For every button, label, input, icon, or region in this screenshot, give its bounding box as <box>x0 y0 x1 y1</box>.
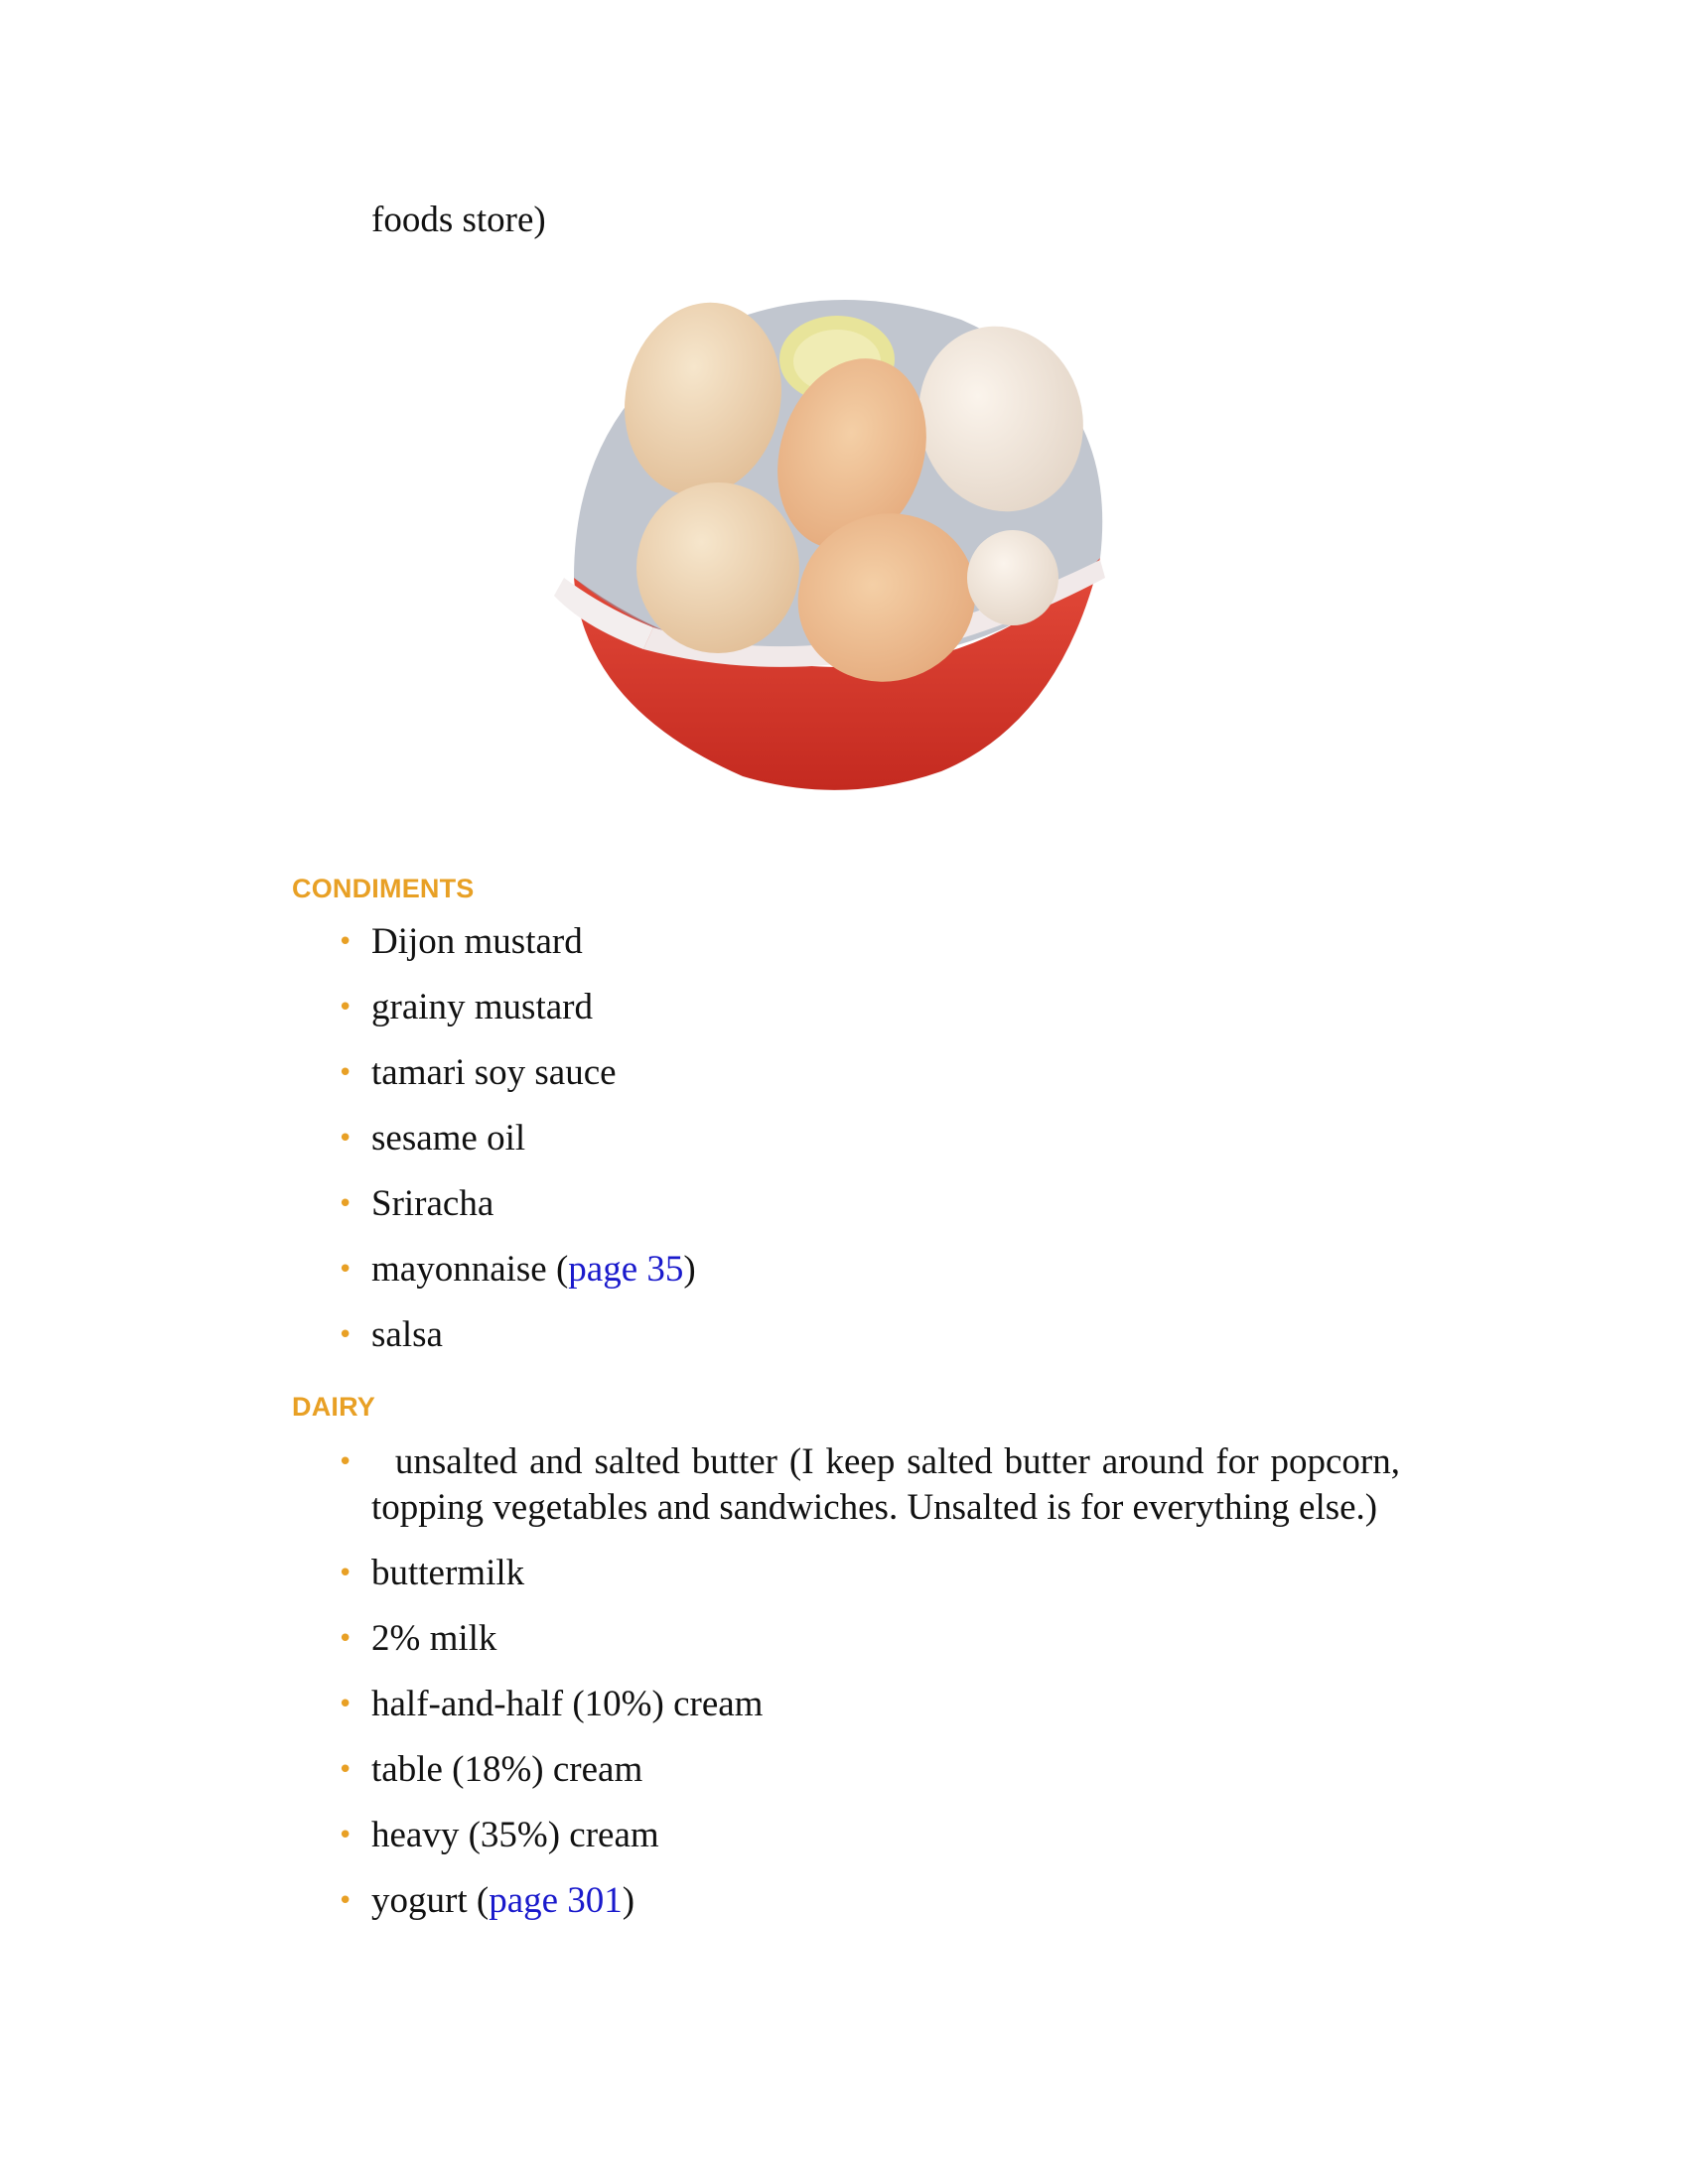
list-item: • buttermilk <box>338 1551 1400 1596</box>
list-item: • half-and-half (10%) cream <box>338 1682 1400 1727</box>
bullet-icon: • <box>338 1124 353 1154</box>
list-item: • salsa <box>338 1312 1400 1358</box>
list-item: • mayonnaise (page 35) <box>338 1247 1400 1293</box>
bullet-icon: • <box>338 927 353 957</box>
bowl-of-eggs-illustration <box>544 280 1140 816</box>
bullet-icon: • <box>338 1821 353 1850</box>
bullet-icon: • <box>338 1447 353 1477</box>
page-link-mayonnaise[interactable]: page 35 <box>568 1249 684 1290</box>
continued-list-text: foods store) <box>371 200 546 240</box>
bullet-icon: • <box>338 1058 353 1088</box>
list-item: • tamari soy sauce <box>338 1050 1400 1096</box>
section-heading-condiments: CONDIMENTS <box>292 874 475 903</box>
bullet-icon: • <box>338 1320 353 1350</box>
page-link-yogurt[interactable]: page 301 <box>489 1880 623 1921</box>
bullet-icon: • <box>338 993 353 1023</box>
bullet-icon: • <box>338 1559 353 1588</box>
section-heading-dairy: DAIRY <box>292 1392 376 1422</box>
list-item: • table (18%) cream <box>338 1747 1400 1793</box>
bullet-icon: • <box>338 1624 353 1654</box>
list-item: • Dijon mustard <box>338 919 1400 965</box>
list-item: • unsalted and salted butter (I keep salted butter around for popcorn, topping vegetables and sandwiches. Unsalted is for everything else.) <box>338 1441 1401 1528</box>
bullet-icon: • <box>338 1255 353 1285</box>
bullet-icon: • <box>338 1886 353 1916</box>
list-item: • 2% milk <box>338 1616 1400 1662</box>
bullet-icon: • <box>338 1189 353 1219</box>
list-item: • grainy mustard <box>338 985 1400 1030</box>
bullet-icon: • <box>338 1755 353 1785</box>
list-item: • sesame oil <box>338 1116 1400 1161</box>
dairy-list <box>338 1439 1400 1944</box>
list-item: • Sriracha <box>338 1181 1400 1227</box>
list-item: • yogurt (page 301) <box>338 1878 1400 1924</box>
list-item: • heavy (35%) cream <box>338 1813 1400 1858</box>
condiments-list <box>338 919 1400 1378</box>
bullet-icon: • <box>338 1690 353 1719</box>
